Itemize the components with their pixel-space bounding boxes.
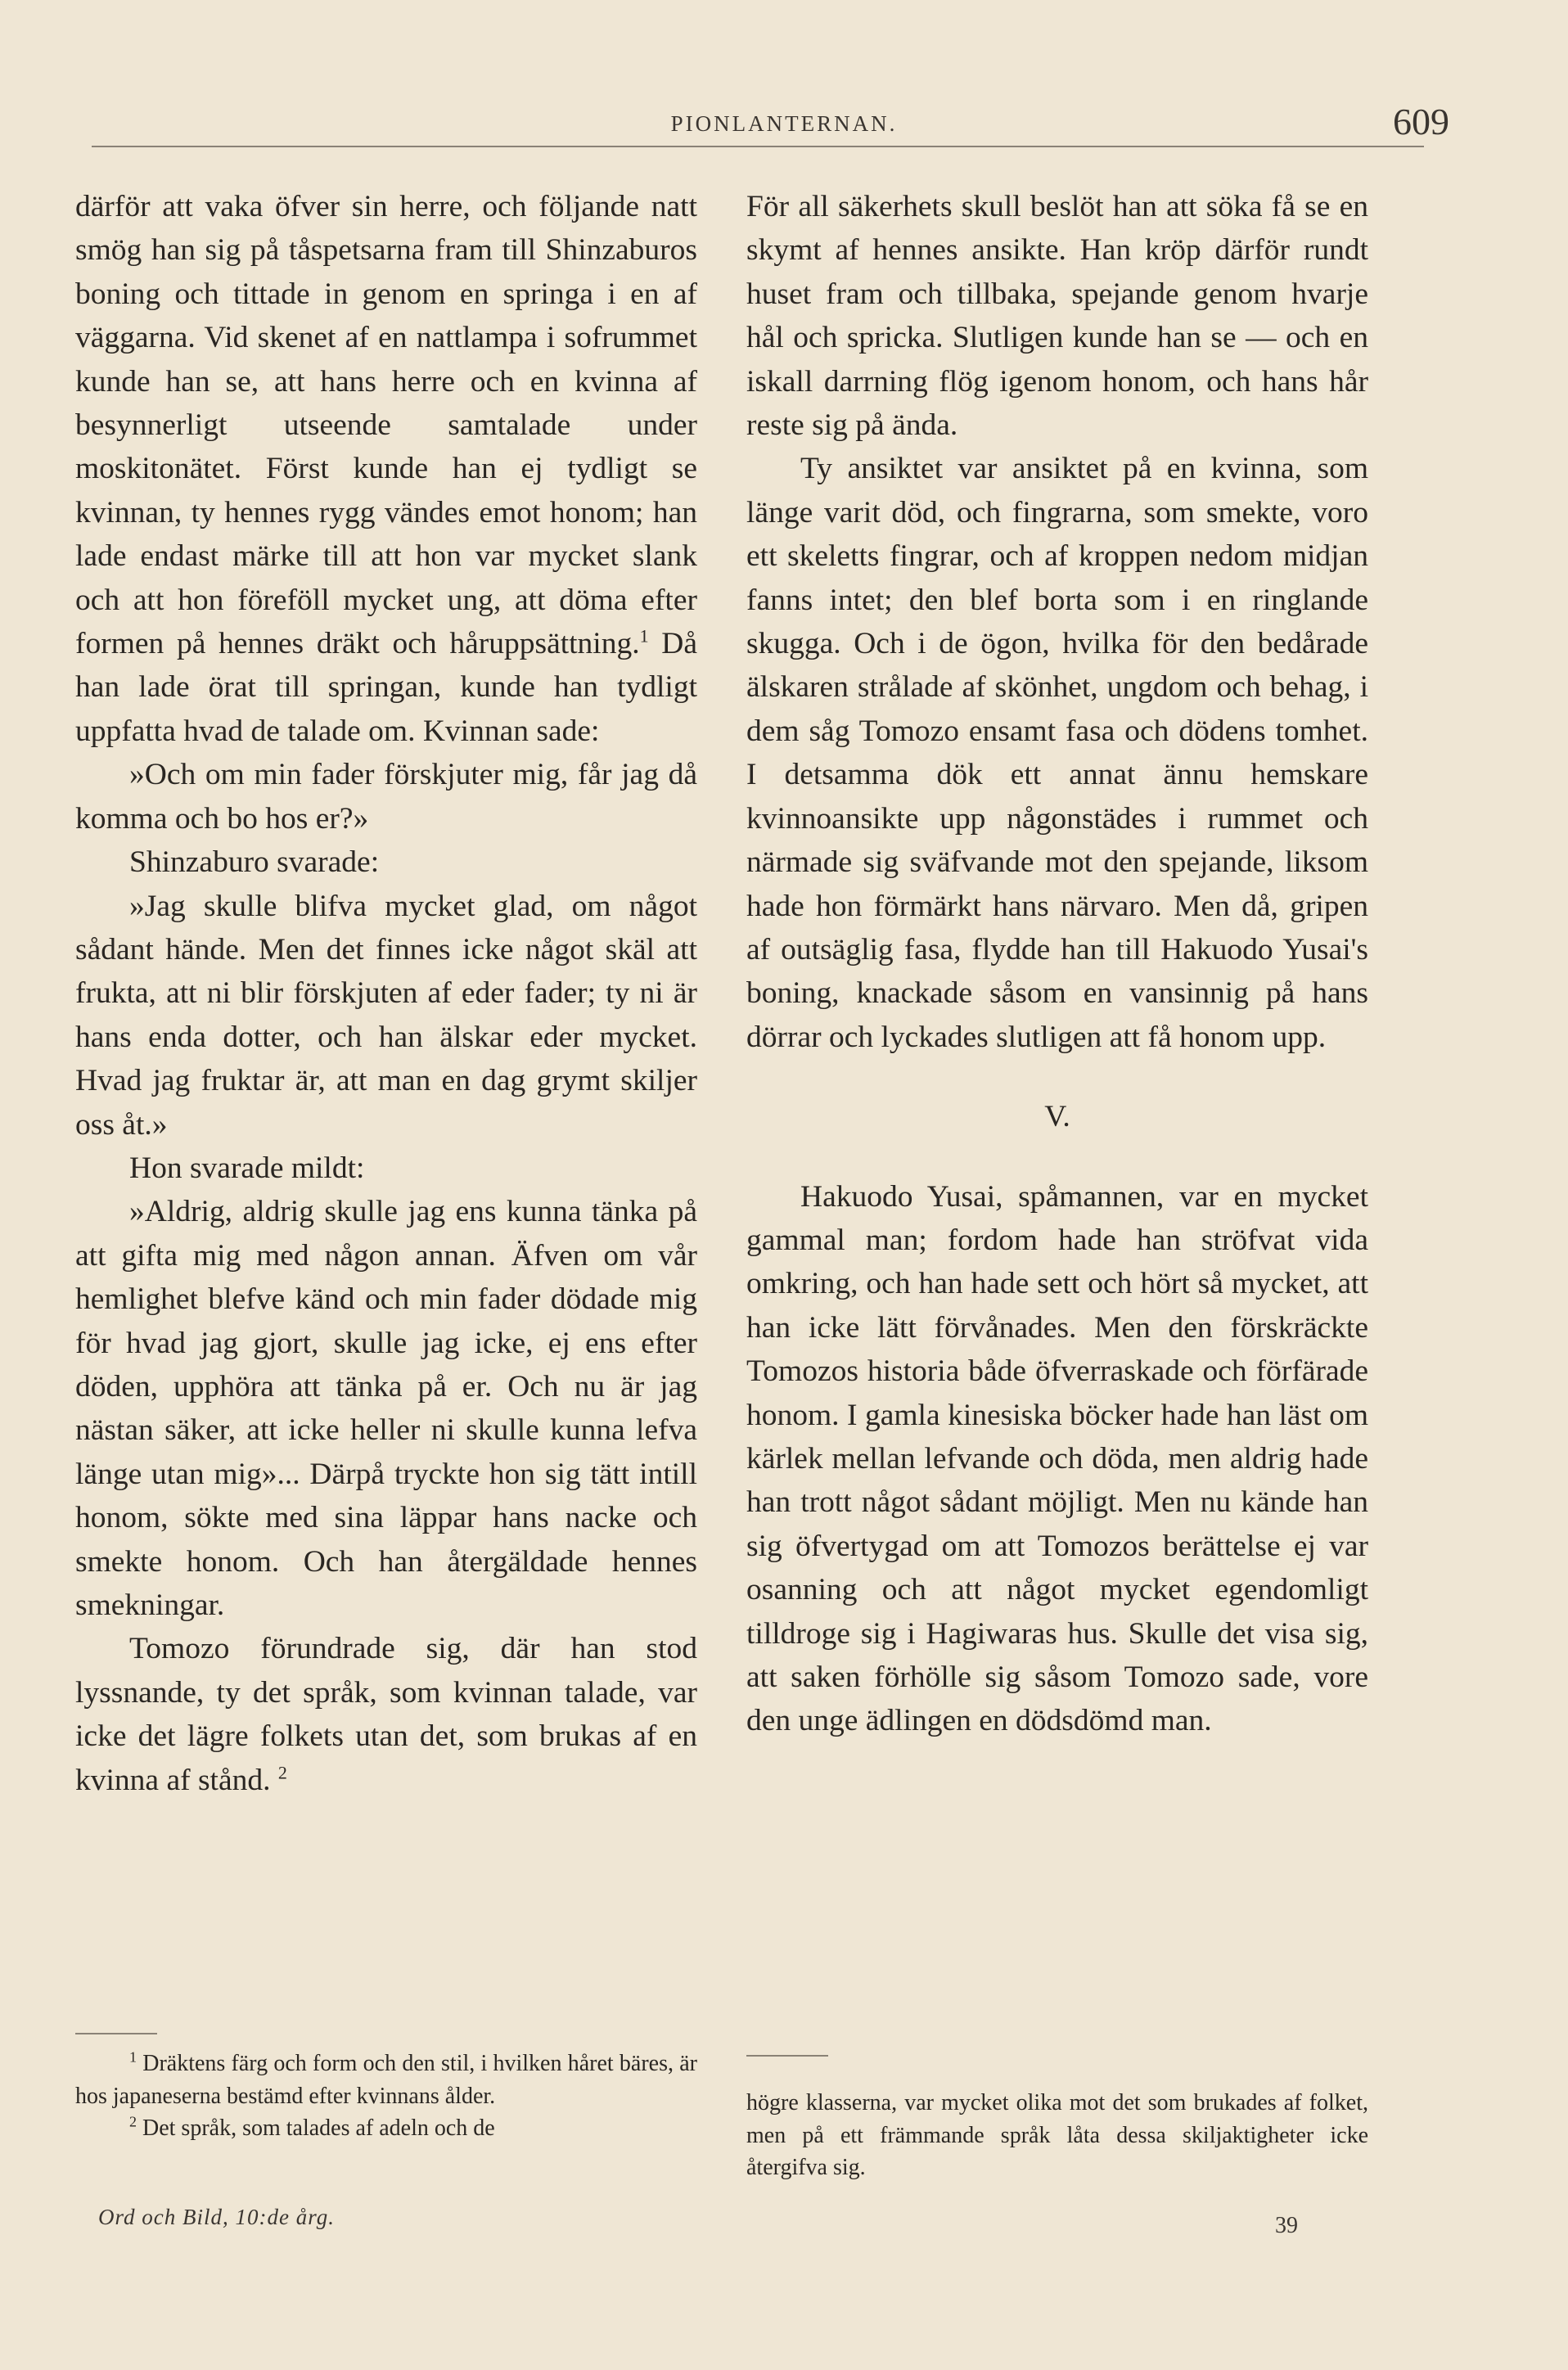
footnote: $^2$ Det språk, som talades af adeln och de bbox=[129, 2113, 495, 2141]
footnote-rule bbox=[75, 2033, 157, 2034]
footnote-rule bbox=[746, 2055, 828, 2057]
journal-signature: Ord och Bild, 10:de årg. bbox=[98, 2205, 335, 2229]
paragraph: Tomozo förundrade sig, där han stod lyssnande, ty det språk, som kvinnan talade, var icke det lägre folkets utan det, som brukas af en kvinna af stånd. $^2$ bbox=[75, 1632, 697, 1797]
page-number: 609 bbox=[1393, 101, 1449, 142]
footnotes-right bbox=[746, 2087, 1368, 2184]
header-rule bbox=[92, 146, 1424, 147]
paragraph: För all säkerhets skull beslöt han att söka få se en skymt af hennes ansikte. Han kröp därför rundt huset fram och tillbaka, spejande genom hvarje hål och spricka. Slutligen kunde han se — och en iskall darrning flög igenom honom, och hans hår reste sig på ända. bbox=[746, 190, 1368, 443]
paragraph: »Och om min fader förskjuter mig, får jag då komma och bo hos er?» bbox=[75, 758, 697, 836]
signature-mark: 39 bbox=[1275, 2213, 1298, 2238]
paragraph: »Aldrig, aldrig skulle jag ens kunna tänka på att gifta mig med någon annan. Äfven om vår hemlighet blefve känd och min fader dödade mig för hvad jag gjort, skulle jag icke, ej ens efter döden, upphöra att tänka på er. Och nu är jag nästan säker, att icke heller ni skulle kunna lefva länge utan mig»... Därpå tryckte hon sig tätt intill honom, sökte med sina läppar hans nacke och smekte honom. Och han återgäldade hennes smekningar. bbox=[75, 1195, 697, 1622]
paragraph: »Jag skulle blifva mycket glad, om något sådant hände. Men det finnes icke något skäl att frukta, att ni blir förskjuten af eder fader; ty ni är hans enda dotter, och han älskar eder mycket. Hvad jag fruktar är, att man en dag grymt skiljer oss åt.» bbox=[75, 889, 697, 1142]
footnotes-left bbox=[75, 2048, 697, 2145]
paragraph: Hon svarade mildt: bbox=[129, 1151, 365, 1185]
paragraph: Ty ansiktet var ansiktet på en kvinna, som länge varit död, och fingrarna, som smekte, voro ett skeletts fingrar, och af kroppen nedom midjan fanns intet; den blef borta som i en ringlande skugga. Och i de ögon, hvilka för den bedårade älskaren strålade af skönhet, ungdom och behag, i dem såg Tomozo ensamt fasa och dödens tomhet. I detsamma dök ett annat ännu hemskare kvinnoansikte upp någonstädes i rummet och närmade sig sväfvande mot den spejande, liksom hade hon förmärkt hans närvaro. Men då, gripen af outsäglig fasa, flydde han till Hakuodo Yusai's boning, knackade såsom en vansinnig på hans dörrar och lyckades slutligen att få honom upp. bbox=[746, 452, 1368, 1054]
section-heading: V. bbox=[1044, 1100, 1070, 1134]
footnote-ref: 2 bbox=[277, 1762, 287, 1783]
left-column bbox=[75, 185, 697, 1802]
paragraph: därför att vaka öfver sin herre, och följande natt smög han sig på tåspetsarna fram till Shinzaburos boning och tittade in genom en springa i en af väggarna. Vid skenet af en nattlampa i sofrummet kunde han se, att hans herre och en kvinna af besynnerligt utseende samtalade under moskitonätet. Först kunde han ej tydligt se kvinnan, ty hennes rygg vändes emot honom; han lade endast märke till att hon var mycket slank och att hon föreföll mycket ung, att döma efter formen på hennes dräkt och håruppsättning.$^1$ Då han lade örat till springan, kunde han tydligt uppfatta hvad de talade om. Kvinnan sade: bbox=[75, 190, 698, 748]
running-title: PIONLANTERNAN. bbox=[670, 111, 898, 136]
paragraph: Shinzaburo svarade: bbox=[129, 845, 380, 880]
footnote-continuation: högre klasserna, var mycket olika mot det som brukades af folket, men på ett främmande språk låta dessa skiljaktigheter icke återgifva sig. bbox=[746, 2090, 1368, 2180]
paragraph: Hakuodo Yusai, spåmannen, var en mycket gammal man; fordom hade han ströfvat vida omkring, och han hade sett och hört så mycket, att han icke lätt förvånades. Men den förskräckte Tomozos historia både öfverraskade och förfärade honom. I gamla kinesiska böcker hade han läst om kärlek mellan lefvande och döda, men aldrig hade han trott något sådant möjligt. Men nu kände han sig öfvertygad om att Tomozos berättelse ej var osanning och att något mycket egendomligt tilldroge sig i Hagiwaras hus. Skulle det visa sig, att saken förhölle sig såsom Tomozo sade, vore den unge ädlingen en dödsdömd man. bbox=[746, 1179, 1368, 1738]
right-column bbox=[746, 185, 1368, 1743]
footnote: $^1$ Dräktens färg och form och den stil, i hvilken håret bäres, är hos japaneserna bestämd efter kvinnans ålder. bbox=[75, 2048, 697, 2109]
footnote-ref: 1 bbox=[639, 625, 649, 647]
